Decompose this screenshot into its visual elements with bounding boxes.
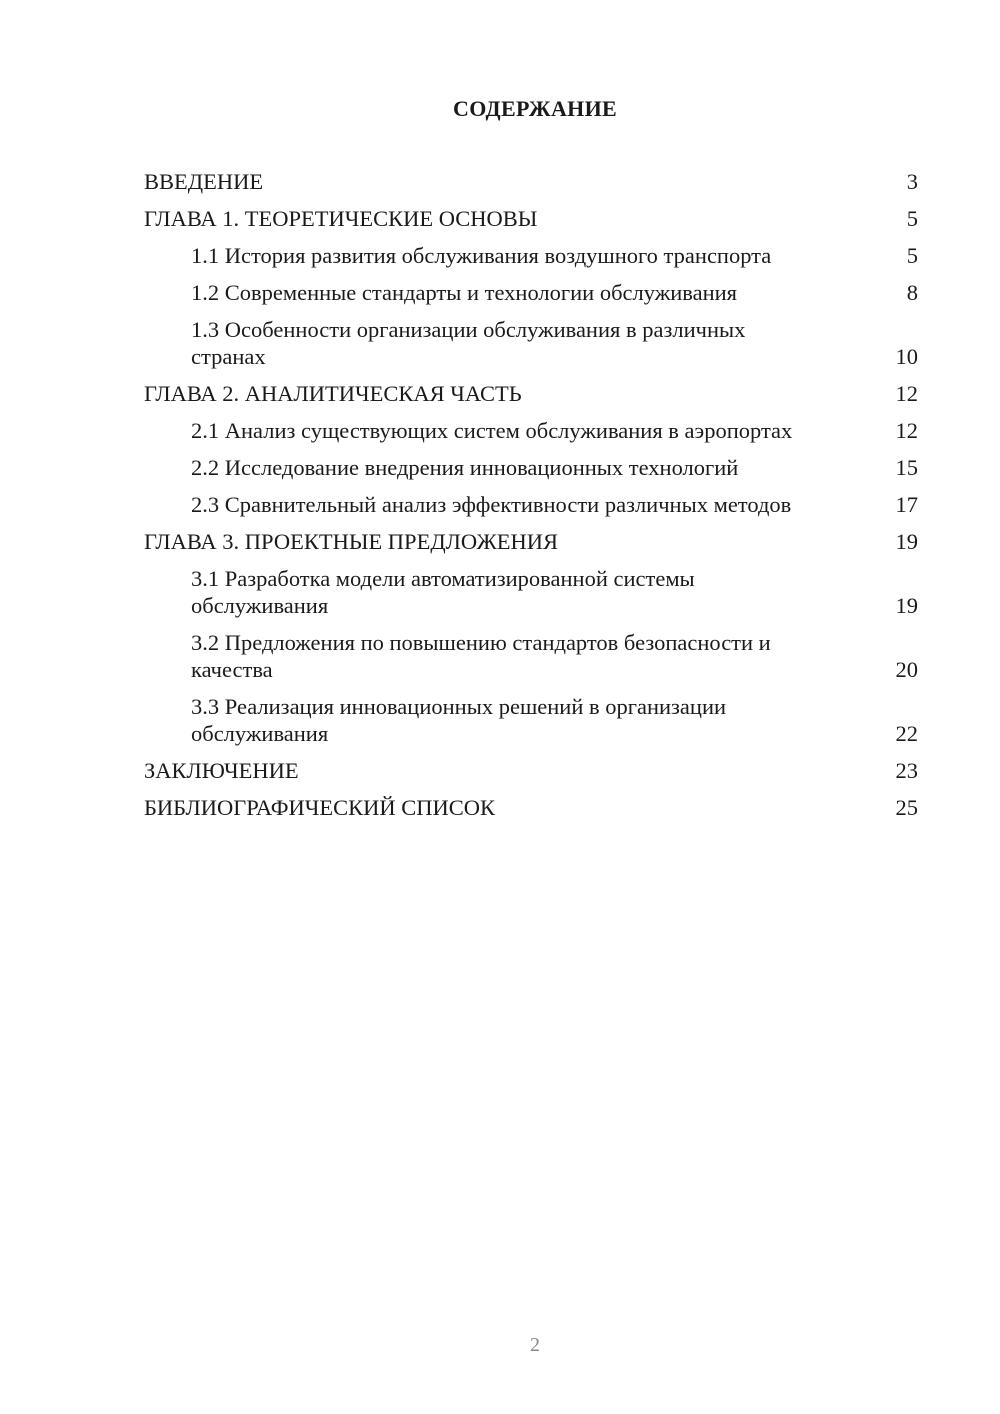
toc-entry-page: 10: [895, 344, 918, 369]
toc-entry-label: 1.3 Особенности организации обслуживания в различных странах: [191, 317, 746, 369]
toc-entry-page: 15: [895, 455, 918, 480]
toc-entry-section-2-1: [144, 417, 918, 444]
toc-entry-label: 2.2 Исследование внедрения инновационных технологий: [191, 455, 739, 480]
table-of-contents: [144, 168, 918, 831]
toc-entry-label: 3.3 Реализация инновационных решений в организации обслуживания: [191, 694, 727, 746]
toc-entry-section-2-3: [144, 491, 918, 518]
toc-entry-label: ЗАКЛЮЧЕНИЕ: [144, 758, 299, 783]
toc-entry-label: ВВЕДЕНИЕ: [144, 169, 264, 194]
toc-entry-conclusion: [144, 757, 918, 784]
page-number: 2: [530, 1334, 540, 1356]
toc-entry-page: 17: [895, 492, 918, 517]
toc-entry-chapter-1: [144, 205, 918, 232]
toc-entry-page: 8: [906, 280, 918, 305]
toc-entry-label: БИБЛИОГРАФИЧЕСКИЙ СПИСОК: [144, 795, 496, 820]
toc-entry-introduction: [144, 168, 918, 195]
toc-entry-label: 3.2 Предложения по повышению стандартов безопасности и качества: [191, 630, 771, 682]
toc-entry-page: 25: [895, 795, 918, 820]
toc-entry-page: 19: [895, 529, 918, 554]
toc-entry-label: 1.2 Современные стандарты и технологии обслуживания: [191, 280, 738, 305]
toc-entry-page: 19: [895, 593, 918, 618]
toc-entry-label: ГЛАВА 3. ПРОЕКТНЫЕ ПРЕДЛОЖЕНИЯ: [144, 529, 559, 554]
toc-entry-section-1-3: [144, 316, 918, 370]
toc-entry-section-3-1: [144, 565, 918, 619]
toc-entry-page: 23: [895, 758, 918, 783]
toc-entry-page: 12: [895, 418, 918, 443]
toc-entry-bibliography: [144, 794, 918, 821]
toc-entry-section-3-3: [144, 693, 918, 747]
toc-entry-chapter-3: [144, 528, 918, 555]
toc-entry-label: 2.3 Сравнительный анализ эффективности различных методов: [191, 492, 792, 517]
toc-entry-section-1-2: [144, 279, 918, 306]
toc-entry-label: ГЛАВА 1. ТЕОРЕТИЧЕСКИЕ ОСНОВЫ: [144, 206, 538, 231]
toc-entry-label: ГЛАВА 2. АНАЛИТИЧЕСКАЯ ЧАСТЬ: [144, 381, 522, 406]
toc-entry-page: 5: [906, 243, 918, 268]
toc-entry-page: 12: [895, 381, 918, 406]
toc-entry-page: 20: [895, 657, 918, 682]
toc-entry-section-2-2: [144, 454, 918, 481]
toc-entry-chapter-2: [144, 380, 918, 407]
toc-entry-page: 5: [906, 206, 918, 231]
page-title: СОДЕРЖАНИЕ: [453, 96, 617, 121]
toc-entry-section-3-2: [144, 629, 918, 683]
toc-entry-page: 3: [906, 169, 918, 194]
toc-entry-section-1-1: [144, 242, 918, 269]
toc-entry-label: 2.1 Анализ существующих систем обслуживания в аэропортах: [191, 418, 793, 443]
toc-entry-label: 1.1 История развития обслуживания воздушного транспорта: [191, 243, 772, 268]
toc-entry-page: 22: [895, 721, 918, 746]
toc-entry-label: 3.1 Разработка модели автоматизированной системы обслуживания: [191, 566, 695, 618]
